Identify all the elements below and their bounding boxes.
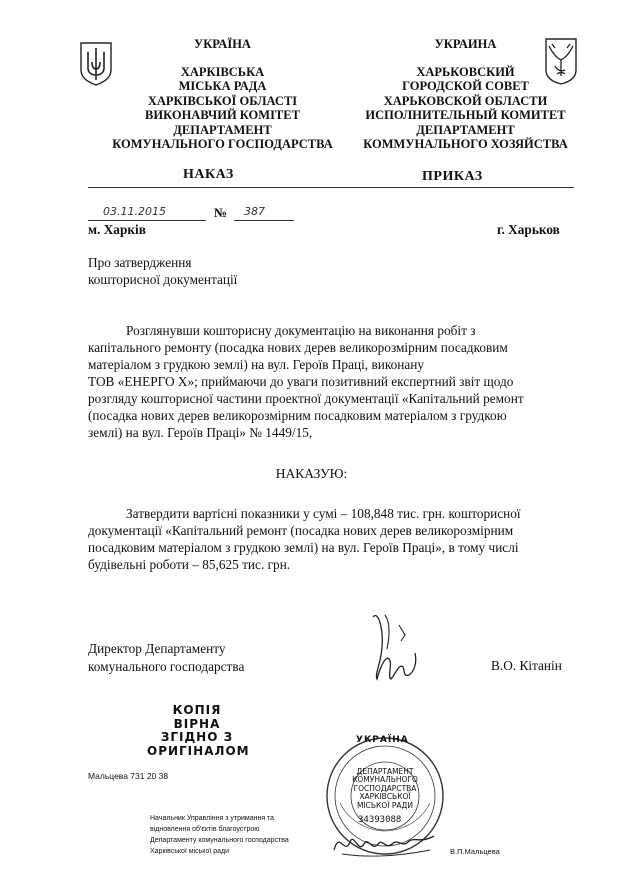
paragraph-line: капітального ремонту (посадка нових дерев великорозмірним посадковим: [88, 340, 508, 355]
paragraph-line: (посадка нових дерев великорозмірним посадковим матеріалом з грудкою: [88, 408, 507, 423]
header-ru-country: УКРАИНА: [434, 37, 497, 51]
paragraph-line: матеріалом з грудкою землі) на вул. Героїв Праці, виконану: [88, 357, 425, 372]
certifier-block: [150, 813, 289, 857]
header-ru-line: ХАРЬКОВСКИЙ: [416, 64, 515, 79]
doc-number: 387: [244, 205, 265, 218]
copy-stamp-line: ЗГІДНО З: [160, 730, 234, 744]
subject-line: Про затвердження: [88, 255, 192, 270]
paragraph-line: ТОВ «ЕНЕРГО Х»; приймаючи до уваги позитивний експертний звіт щодо: [88, 374, 514, 389]
certifier-line: Департаменту комунального господарства: [150, 837, 289, 844]
paragraph-line: землі) на вул. Героїв Праці» № 1449/15,: [88, 425, 313, 440]
header-ua: [95, 37, 350, 152]
director-signature-icon: [365, 605, 425, 685]
header-ua-line: ХАРКІВСЬКА: [180, 64, 265, 79]
header-ua-line: ХАРКІВСЬКОЇ ОБЛАСТІ: [147, 93, 298, 108]
city-ru: г. Харьков: [497, 222, 560, 237]
seal-center: [340, 768, 430, 810]
paragraph-line: Затвердити вартісні показники у сумі – 108,848 тис. грн. кошторисної: [126, 506, 521, 521]
subject: [88, 254, 237, 288]
date-underline: [88, 220, 206, 221]
signatory-position-line: комунального господарства: [88, 659, 245, 674]
signatory-position: [88, 640, 244, 676]
signatory-name: В.О. Кітанін: [491, 658, 562, 673]
header-ru-line: ДЕПАРТАМЕНТ: [416, 122, 515, 137]
paragraph-line: документації «Капітальний ремонт (посадка нових дерев великорозмірним: [88, 523, 514, 538]
header-ru-line: КОММУНАЛЬНОГО ХОЗЯЙСТВА: [363, 137, 568, 151]
certifier-signature-icon: [330, 820, 440, 862]
certifier-line: відновлення об'єктів благоустрою: [150, 826, 260, 833]
seal-line: МІСЬКОЇ РАДИ: [356, 800, 413, 810]
paragraph-line: Розглянувши кошторисну документацію на виконання робіт з: [126, 323, 476, 338]
header-ru-line: ХАРЬКОВСКОЙ ОБЛАСТИ: [383, 93, 548, 108]
seal-line: ДЕПАРТАМЕНТ: [356, 767, 414, 776]
header-ua-line: КОМУНАЛЬНОГО ГОСПОДАРСТВА: [112, 137, 333, 151]
number-underline: [234, 220, 294, 221]
header-ua-country: УКРАЇНА: [194, 37, 251, 51]
doc-date: 03.11.2015: [103, 205, 166, 218]
copy-stamp-line: ОРИГІНАЛОМ: [147, 743, 250, 758]
seal-line: ХАРКІВСЬКОЇ: [359, 792, 411, 802]
title-ua: НАКАЗ: [183, 167, 234, 182]
certifier-name: В.П.Мальцева: [450, 847, 500, 856]
copy-stamp-line: КОПІЯ ВІРНА: [172, 703, 222, 731]
header-ru-line: ИСПОЛНИТЕЛЬНЫЙ КОМИТЕТ: [365, 108, 566, 122]
header-divider: [88, 187, 574, 188]
certifier-line: Начальник Управління з утримання та: [150, 815, 275, 822]
subject-line: кошторисної документації: [88, 272, 238, 287]
paragraph-line: будівельні роботи – 85,625 тис. грн.: [88, 557, 291, 572]
doc-number-label: №: [214, 205, 228, 220]
header-ru: [338, 37, 593, 152]
certifier-line: Харківської міської ради: [150, 848, 230, 855]
header-ua-line: МІСЬКА РАДА: [178, 79, 267, 93]
order-word: НАКАЗУЮ:: [275, 466, 348, 481]
executor-contact: Мальцева 731 20 38: [88, 771, 169, 781]
signatory-position-line: Директор Департаменту: [88, 641, 226, 656]
seal-top-text: УКРАЇНА: [356, 735, 409, 745]
city-ua: м. Харків: [88, 222, 146, 237]
copy-certified-stamp: [147, 703, 250, 758]
header-ru-line: ГОРОДСКОЙ СОВЕТ: [402, 79, 529, 93]
title-ru: ПРИКАЗ: [422, 169, 483, 184]
paragraph-order: [88, 505, 574, 573]
paragraph-preamble: [88, 322, 574, 441]
header-ua-line: ДЕПАРТАМЕНТ: [173, 122, 272, 137]
paragraph-line: посадковим матеріалом з грудкою землі) на вул. Героїв Праці», в тому числі: [88, 540, 519, 555]
seal-line: КОМУНАЛЬНОГО: [352, 775, 418, 785]
paragraph-line: розгляду кошторисної частини проектної документації «Капітальний ремонт: [88, 391, 524, 406]
seal-line: ГОСПОДАРСТВА: [353, 783, 417, 793]
seal-code: 34393088: [358, 815, 402, 825]
header-ua-line: ВИКОНАВЧИЙ КОМІТЕТ: [145, 108, 300, 122]
